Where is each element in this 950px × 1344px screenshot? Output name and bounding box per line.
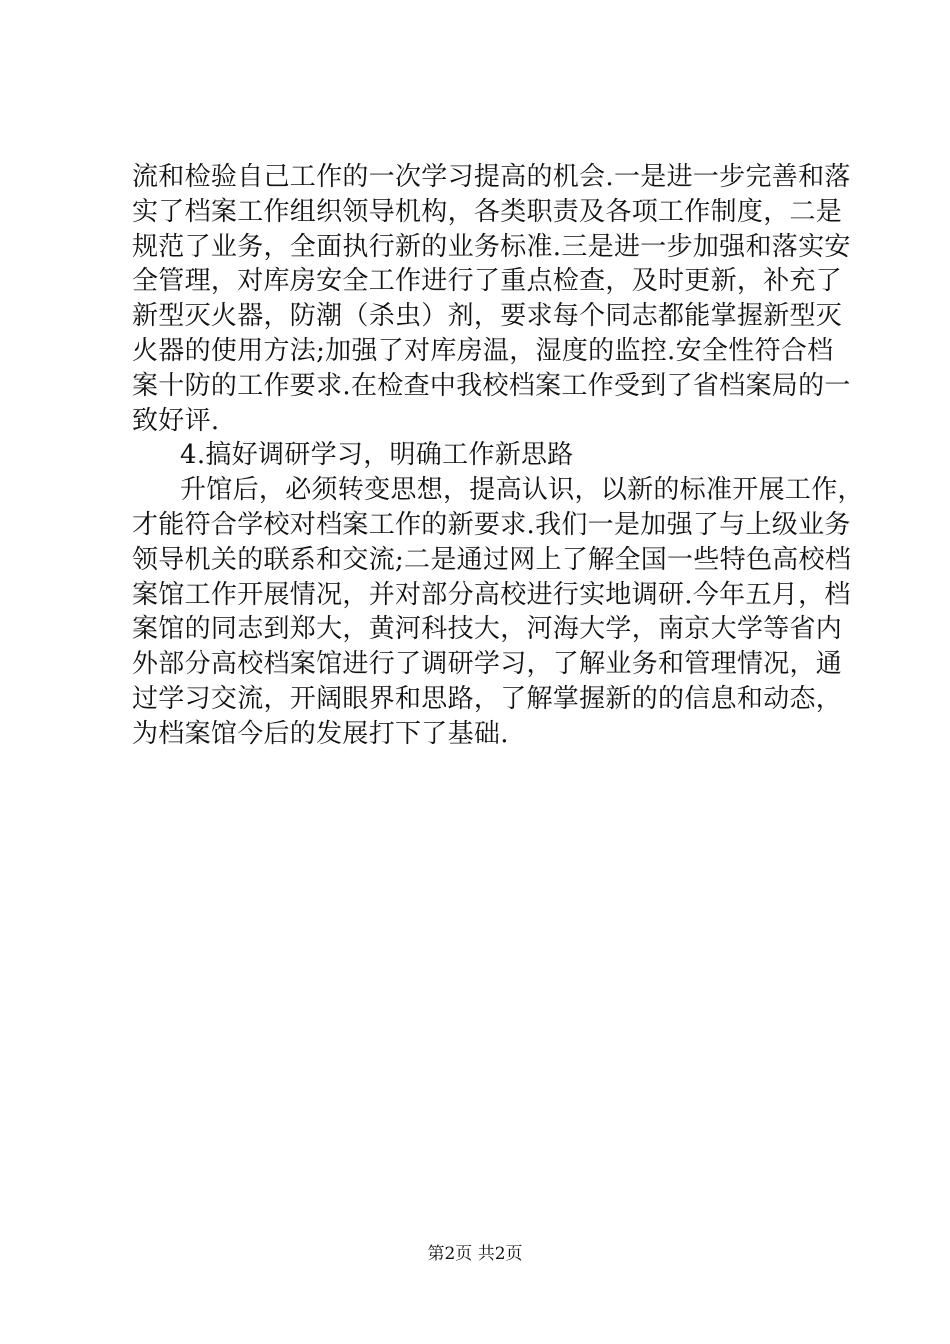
paragraph-2-line: 案馆的同志到郑大，黄河科技大，河海大学，南京大学等省内 xyxy=(132,614,843,645)
paragraph-2-line: 过学习交流，开阔眼界和思路，了解掌握新的的信息和动态， xyxy=(132,683,843,714)
paragraph-2-line: 案馆工作开展情况，并对部分高校进行实地调研.今年五月，档 xyxy=(132,579,851,610)
paragraph-1-line: 全管理，对库房安全工作进行了重点检查，及时更新，补充了 xyxy=(132,266,843,297)
document-body xyxy=(132,160,864,752)
paragraph-1-line: 致好评. xyxy=(132,405,220,436)
paragraph-1-line: 火器的使用方法;加强了对库房温，湿度的监控.安全性符合档 xyxy=(132,335,834,366)
paragraph-1-line: 新型灭火器，防潮（杀虫）剂，要求每个同志都能掌握新型灭 xyxy=(132,301,843,332)
paragraph-2-line: 为档案馆今后的发展打下了基础. xyxy=(132,718,509,749)
page-number: 第2页 共2页 xyxy=(427,1244,523,1264)
paragraph-2-line: 外部分高校档案馆进行了调研学习，了解业务和管理情况，通 xyxy=(132,649,843,680)
paragraph-2-line: 领导机关的联系和交流;二是通过网上了解全国一些特色高校档 xyxy=(132,544,852,575)
paragraph-1-line: 实了档案工作组织领导机构，各类职责及各项工作制度，二是 xyxy=(132,196,843,227)
paragraph-2-line: 升馆后，必须转变思想，提高认识，以新的标准开展工作， xyxy=(180,475,864,506)
paragraph-1-line: 规范了业务，全面执行新的业务标准.三是进一步加强和落实安 xyxy=(132,231,851,262)
paragraph-1-line: 案十防的工作要求.在检查中我校档案工作受到了省档案局的一 xyxy=(132,370,851,401)
paragraph-2-line: 才能符合学校对档案工作的新要求.我们一是加强了与上级业务 xyxy=(132,509,851,540)
paragraph-1-line: 流和检验自己工作的一次学习提高的机会.一是进一步完善和落 xyxy=(132,162,851,192)
section-heading: 4.搞好调研学习，明确工作新思路 xyxy=(180,440,574,471)
